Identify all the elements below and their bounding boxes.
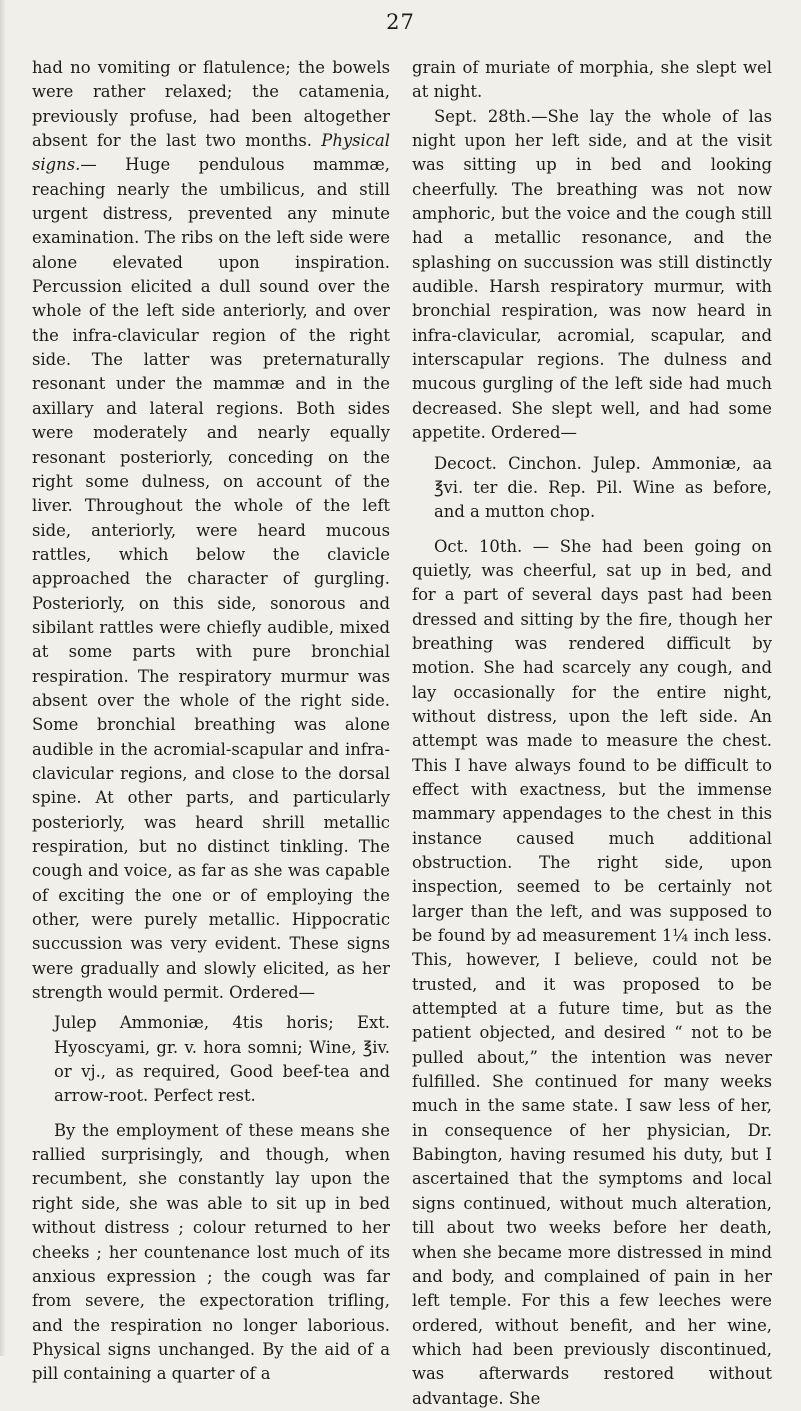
left-column: [32, 56, 390, 1387]
left-prescription: Julep Ammoniæ, 4tis horis; Ext. Hyoscyami, gr. v. hora somni; Wine, ℥iv. or vj., as required, Good beef-tea and arrow-root. Perfect rest.: [54, 1013, 390, 1106]
right-paragraph-oct-10: Oct. 10th. — She had been going on quietly, was cheerful, sat up in bed, and for a part of several days past had been dressed and sitting by the fire, though her breathing was rendered difficult by motion. She had scarcely any cough, and lay occasionally for the entire night, without distress, upon the left side. An attempt was made to measure the chest. This I have always found to be difficult to effect with exactness, but the immense mammary appendages to the chest in this instance caused much additional obstruction. The right side, upon inspection, seemed to be certainly not larger than the left, and was supposed to be found by ad measurement 1¼ inch less. This, however, I believe, could not be trusted, and it was proposed to be attempted at a future time, but as the patient objected, and desired “ not to be pulled about,” the intention was never fulfilled. She continued for many weeks much in the same state. I saw less of her, in consequence of her physician, Dr. Babington, having resumed his duty, but I ascertained that the symptoms and local signs continued, without much alteration, till about two weeks before her death, when she became more distressed in mind and body, and complained of pain in her left temple. For this a few leeches were ordered, without benefit, and her wine, which had been previously discontinued, was afterwards restored without advantage. She: [412, 536, 772, 1408]
right-prescription: Decoct. Cinchon. Julep. Ammoniæ, aa ℥vi. ter die. Rep. Pil. Wine as before, and a mutton chop.: [434, 453, 772, 522]
page-number: 27: [386, 10, 415, 34]
left-p1-rest: — Huge pendulous mammæ, reaching nearly the umbilicus, and still urgent distress, prevented any minute examination. The ribs on the left side were alone elevated upon inspiration. Percussion elicited a dull sound over the whole of the left side anteriorly, and over the infra-clavicular region of the right side. The latter was preternaturally resonant under the mammæ and in the axillary and lateral regions. Both sides were moderately and nearly equally resonant posteriorly, conceding on the right some dulness, on account of the liver. Throughout the whole of the left side, anteriorly, were heard mucous rattles, which below the clavicle approached the character of gurgling. Posteriorly, on this side, sonorous and sibilant rattles were chiefly audible, mixed at some parts with pure bronchial respiration. The respiratory murmur was absent over the whole of the right side. Some bronchial breathing was alone audible in the acromial-scapular and infra-clavicular regions, and close to the dorsal spine. At other parts, and particularly posteriorly, was heard shrill metallic respiration, but no distinct tinkling. The cough and voice, as far as she was capable of exciting the one or of employing the other, were purely metallic. Hippocratic succussion was very evident. These signs were gradually and slowly elicited, as her strength would permit. Ordered—: [32, 155, 390, 1003]
right-paragraph-sept-28: Sept. 28th.—She lay the whole of las night upon her left side, and at the visit was sitting up in bed and looking cheerfully. The breathing was not now amphoric, but the voice and the cough still had a metallic resonance, and the splashing on succussion was still distinctly audible. Harsh respiratory murmur, with bronchial respiration, was now heard in infra-clavicular, acromial, scapular, and interscapular regions. The dulness and mucous gurgling of the left side had much decreased. She slept well, and had some appetite. Ordered—: [412, 106, 772, 443]
right-column: [412, 56, 772, 1411]
left-paragraph-1: [32, 56, 390, 1005]
right-paragraph-1: grain of muriate of morphia, she slept wel at night.: [412, 58, 772, 102]
left-paragraph-2: By the employment of these means she rallied surprisingly, and though, when recumbent, she constantly lay upon the right side, she was able to sit up in bed without distress ; colour returned to her cheeks ; her countenance lost much of its anxious expression ; the cough was far from severe, the expectoration trifling, and the respiration no longer laborious. Physical signs unchanged. By the aid of a pill containing a quarter of a: [32, 1120, 390, 1384]
left-p1-start: had no vomiting or flatulence; the bowels were rather relaxed; the catamenia, previously profuse, had been altogether absent for the last two months.: [32, 58, 390, 151]
page-edge-shadow: [0, 0, 6, 1356]
physical-signs-heading: Physical signs.: [32, 131, 390, 175]
